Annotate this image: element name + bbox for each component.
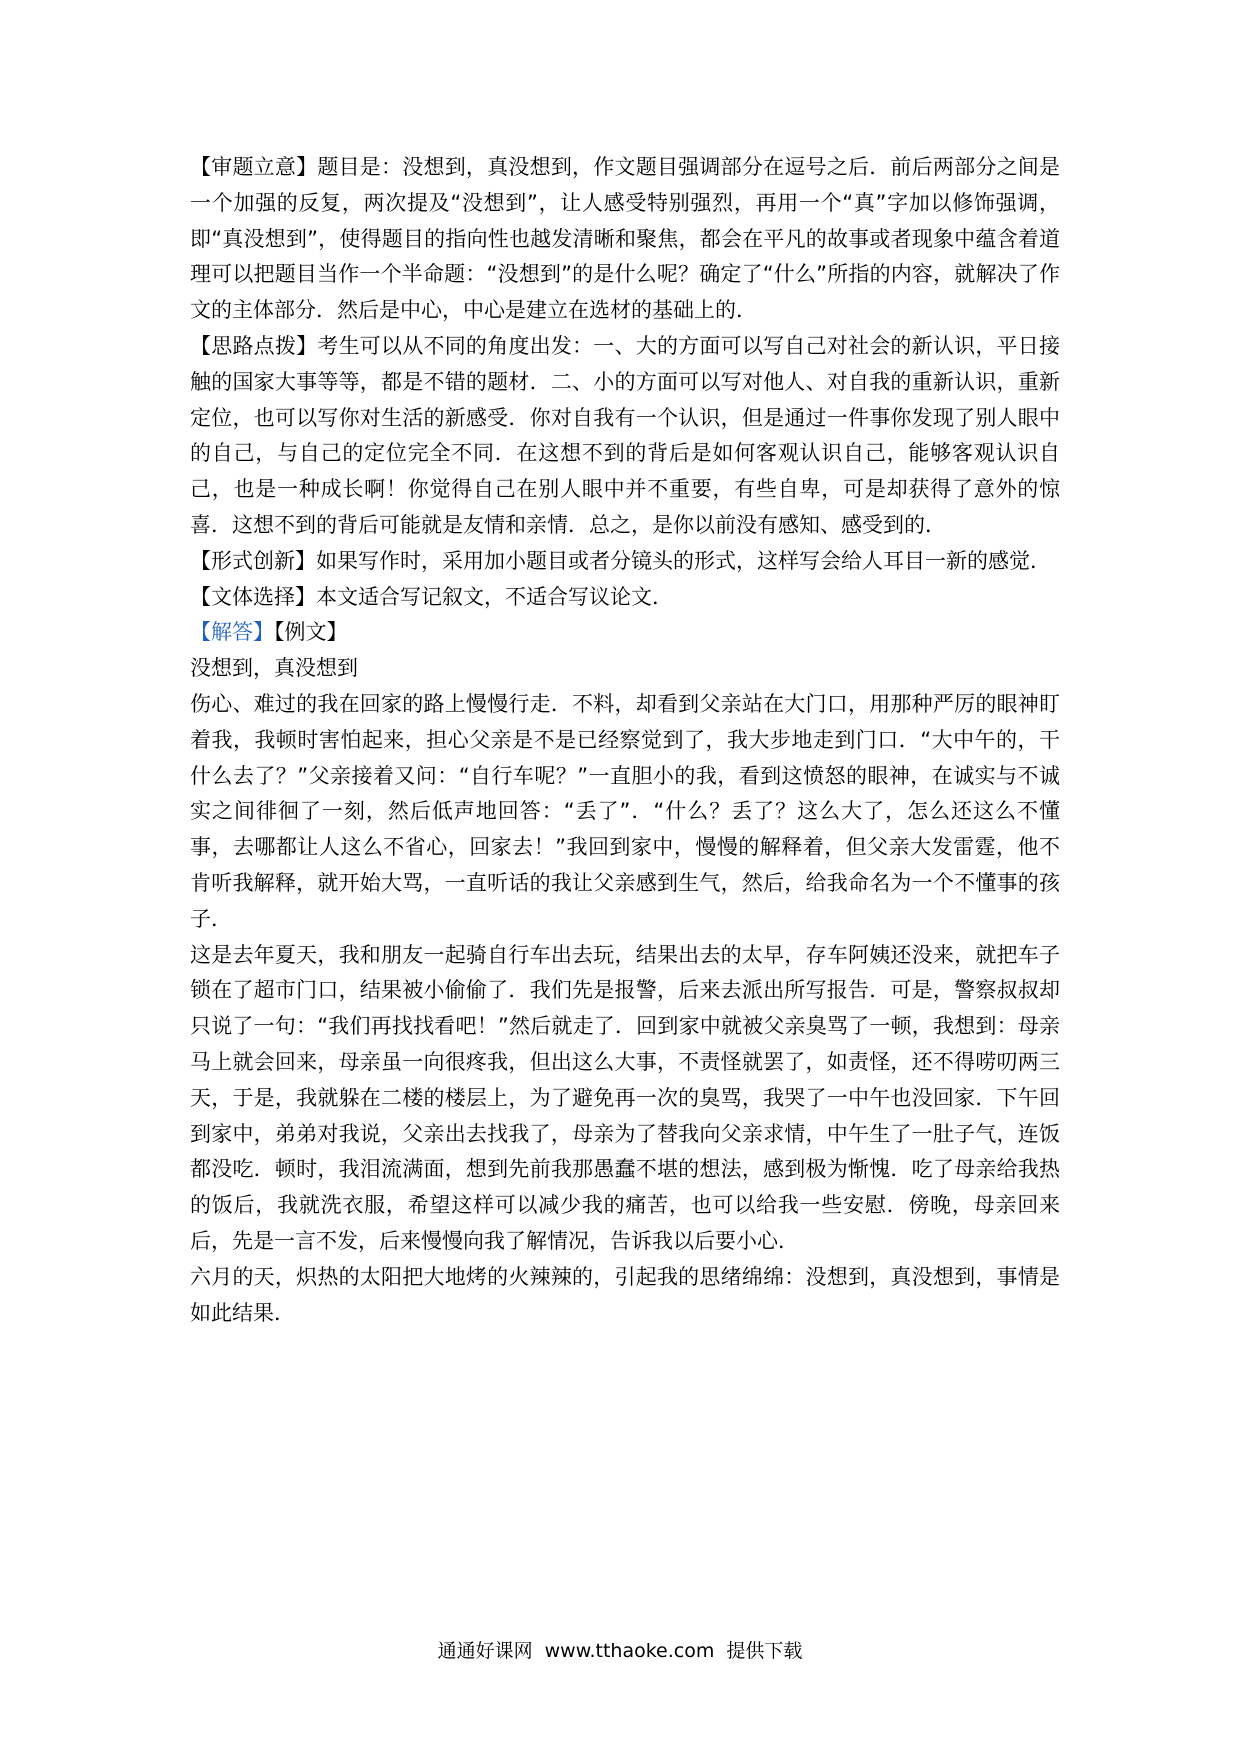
analysis-paragraph-topic [190,150,1060,329]
topic-analysis-tag: 【审题立意】 [190,155,318,179]
approach-tag: 【思路点拨】 [190,333,318,358]
example-essay-tag: 【例文】 [274,620,348,645]
analysis-paragraph-approach [190,329,1060,544]
answer-heading [190,615,1060,651]
approach-text: 考生可以从不同的角度出发：一、大的方面可以写自己对社会的新认识，平日接触的国家大事等等，都是不错的题材．二、小的方面可以写对他人、对自我的重新认识，重新定位，也可以写你对生活的新感受．你对自我有一个认识，但是通过一件事你发现了别人眼中的自己，与自己的定位完全不同．在这想不到的背后是如何客观认识自己，能够客观认识自己，也是一种成长啊！你觉得自己在别人眼中并不重要，有些自卑，可是却获得了意外的惊喜．这想不到的背后可能就是友情和亲情．总之，是你以前没有感知、感受到的． [190,333,1061,537]
footer-note: 提供下载 [726,1640,803,1662]
essay-paragraph: 六月的天，炽热的太阳把大地烤的火辣辣的，引起我的思绪绵绵：没想到，真没想到，事情是如此结果． [190,1264,1060,1325]
analysis-paragraph-form [190,544,1060,580]
footer-url: www.tthaoke.com [544,1640,715,1662]
essay-paragraph: 这是去年夏天，我和朋友一起骑自行车出去玩，结果出去的太早，存车阿姨还没来，就把车子锁在了超市门口，结果被小偷偷了．我们先是报警，后来去派出所写报告．可是，警察叔叔却只说了一句：“我们再找找看吧！”然后就走了．回到家中就被父亲臭骂了一顿，我想到：母亲马上就会回来，母亲虽一向很疼我，但出这么大事，不责怪就罢了，如责怪，还不得唠叨两三天，于是，我就躲在二楼的楼层上，为了避免再一次的臭骂，我哭了一中午也没回家．下午回到家中，弟弟对我说，父亲出去找我了，母亲为了替我向父亲求情，中午生了一肚子气，连饭都没吃．顿时，我泪流满面，想到先前我那愚蠢不堪的想法，感到极为惭愧．吃了母亲给我热的饭后，我就洗衣服，希望这样可以减少我的痛苦，也可以给我一些安慰．傍晚，母亲回来后，先是一言不发，后来慢慢向我了解情况，告诉我以后要小心． [190,942,1060,1253]
analysis-paragraph-genre [190,580,1060,616]
genre-choice-tag: 【文体选择】 [190,584,316,609]
essay-paragraph: 伤心、难过的我在回家的路上慢慢行走．不料，却看到父亲站在大门口，用那种严厉的眼神盯着我，我顿时害怕起来，担心父亲是不是已经察觉到了，我大步地走到门口．“大中午的，干什么去了？”父亲接着又问：“自行车呢？”一直胆小的我，看到这愤怒的眼神，在诚实与不诚实之间徘徊了一刻，然后低声地回答：“丢了”．“什么？丢了？这么大了，怎么还这么不懂事，去哪都让人这么不省心，回家去！”我回到家中，慢慢的解释着，但父亲大发雷霆，他不肯听我解释，就开始大骂，一直听话的我让父亲感到生气，然后，给我命名为一个不懂事的孩子． [190,691,1060,931]
essay-title: 没想到，真没想到 [190,656,358,681]
topic-analysis-text: 题目是：没想到，真没想到，作文题目强调部分在逗号之后．前后两部分之间是一个加强的反复，两次提及“没想到”，让人感受特别强烈，再用一个“真”字加以修饰强调，即“真没想到”，使得题目的指向性也越发清晰和聚焦，都会在平凡的故事或者现象中蕴含着道理可以把题目当作一个半命题：“没想到”的是什么呢？确定了“什么”所指的内容，就解决了作文的主体部分．然后是中心，中心是建立在选材的基础上的． [190,155,1061,323]
page-footer [0,1638,1240,1664]
form-innovation-text: 如果写作时，采用加小题目或者分镜头的形式，这样写会给人耳目一新的感觉． [316,548,1051,573]
form-innovation-tag: 【形式创新】 [190,548,316,573]
genre-choice-text: 本文适合写记叙文，不适合写议论文． [316,584,673,609]
footer-site-name: 通通好课网 [437,1640,533,1662]
document-body [190,150,1060,1331]
answer-tag: 【解答】 [190,620,274,645]
